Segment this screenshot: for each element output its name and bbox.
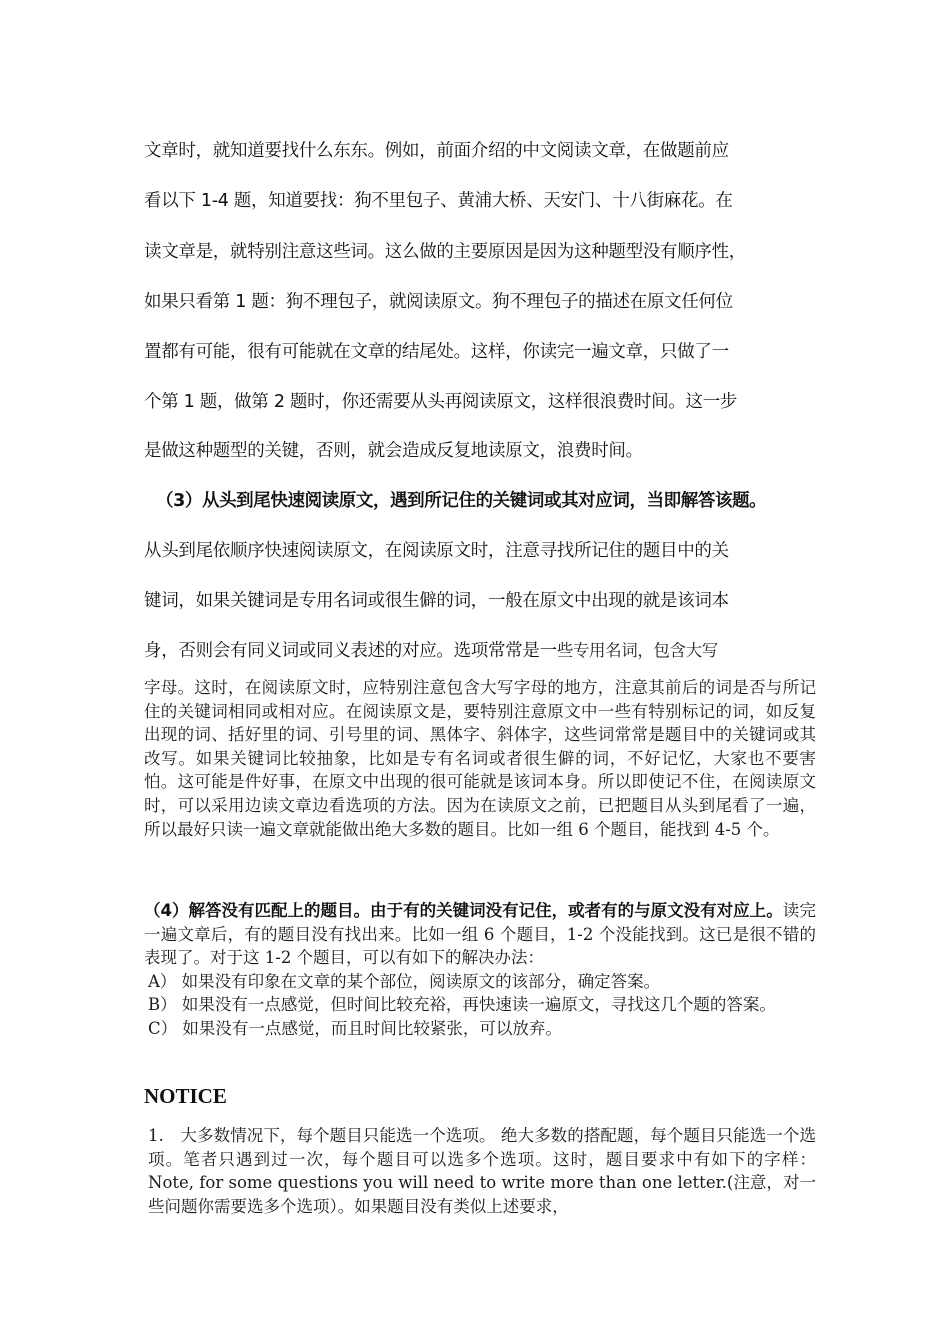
body-line: 读文章是，就特别注意这些词。这么做的主要原因是因为这种题型没有顺序性， [144,242,746,262]
notice-item-1: 1. 大多数情况下，每个题目只能选一个选项。 绝大多数的搭配题，每个题目只能选一个选项。笔者只遇到过一次，每个题目可以选多个选项。这时，题目要求中有如下的字样：Note, for some questions you will need to write more than one letter.(注意，对一些问题你需要选多个选项）。如果题目没有类似上述要求， [148,1126,816,1216]
body-line: 如果只看第 1 题：狗不理包子，就阅读原文。狗不理包子的描述在原文任何位 [144,292,733,312]
mixed-line-sans: 身，否则会有同义词或同义表述的对应。选项常常是一 [144,641,557,661]
step4-paragraph [144,899,816,970]
step3-paragraph: 字母。这时，在阅读原文时，应特别注意包含大写字母的地方，注意其前后的词是否与所记住的关键词相同或相对应。在阅读原文是，要特别注意原文中一些有特别标记的词，如反复出现的词、括好里的词、引号里的词、黑体字、斜体字，这些词常常是题目中的关键词或其改写。如果关键词比较抽象，比如是专有名词或者很生僻的词，不好记忆，大家也不要害怕。这可能是件好事，在原文中出现的很可能就是该词本身。所以即使记不住，在阅读原文时，可以采用边读文章边看选项的方法。因为在读原文之前，已把题目从头到尾看了一遍，所以最好只读一遍文章就能做出绝大多数的题目。比如一组 6 个题目，能找到 4-5 个。 [144,678,816,839]
option-a: A） 如果没有印象在文章的某个部位，阅读原文的该部分，确定答案。 [148,971,661,991]
body-line: 看以下 1-4 题，知道要找：狗不里包子、黄浦大桥、天安门、十八街麻花。在 [144,191,733,211]
notice-title: NOTICE [144,1084,227,1108]
step3-heading: （3）从头到尾快速阅读原文，遇到所记住的关键词或其对应词，当即解答该题。 [156,491,767,511]
step4-body: 读完一遍文章后，有的题目没有找出来。比如一组 6 个题目，1-2 个没能找到。这已是很不错的表现了。对于这 1-2 个题目，可以有如下的解决办法： [144,901,817,968]
option-b: B） 如果没有一点感觉，但时间比较充裕，再快速读一遍原文，寻找这几个题的答案。 [148,995,776,1015]
body-line: 键词，如果关键词是专用名词或很生僻的词，一般在原文中出现的就是该词本 [144,591,729,611]
step3-paragraph-block [144,676,816,841]
notice-block [144,1124,816,1218]
body-line: 置都有可能，很有可能就在文章的结尾处。这样，你读完一遍文章，只做了一 [144,342,729,362]
step4-heading: （4）解答没有匹配上的题目。由于有的关键词没有记住，或者有的与原文没有对应上。 [144,901,783,920]
body-line: 个第 1 题，做第 2 题时，你还需要从头再阅读原文，这样很浪费时间。这一步 [144,392,738,412]
body-line: 从头到尾依顺序快速阅读原文，在阅读原文时，注意寻找所记住的题目中的关 [144,541,729,561]
body-line: 文章时，就知道要找什么东东。例如，前面介绍的中文阅读文章，在做题前应 [144,141,729,161]
option-c: C） 如果没有一点感觉，而且时间比较紧张，可以放弃。 [148,1018,562,1038]
body-line: 是做这种题型的关键，否则，就会造成反复地读原文，浪费时间。 [144,441,643,461]
step4-block [144,899,816,1041]
mixed-line [144,641,814,661]
mixed-line-serif: 些专用名词，包含大写 [556,641,718,660]
